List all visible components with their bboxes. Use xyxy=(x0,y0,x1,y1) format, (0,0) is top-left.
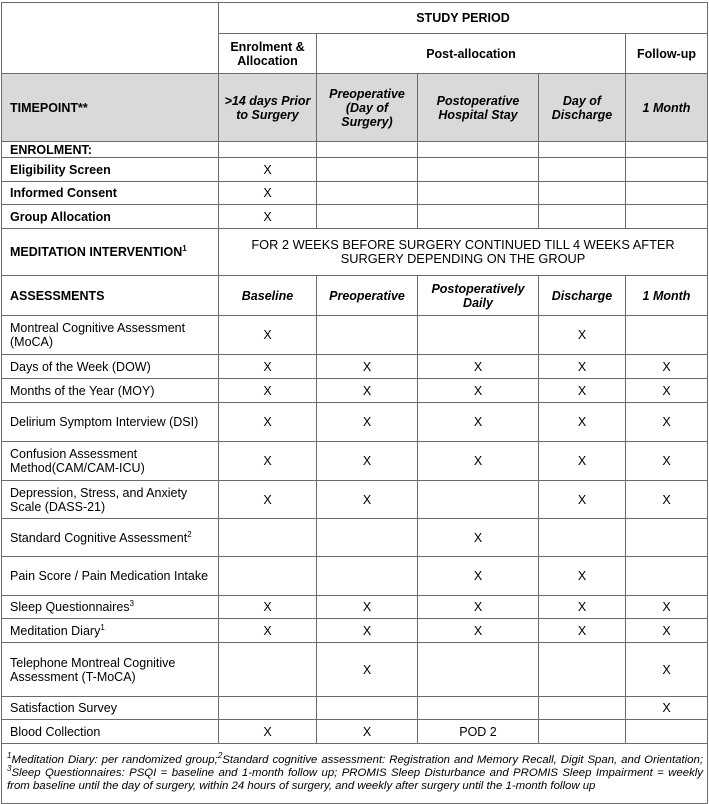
schedule-cell xyxy=(317,519,418,557)
follow-up-header: Follow-up xyxy=(626,34,708,74)
schedule-cell: X xyxy=(626,643,708,697)
assessment-row xyxy=(2,316,708,355)
assessment-column-header: Postoperatively Daily xyxy=(418,276,539,316)
schedule-cell xyxy=(418,158,539,182)
schedule-cell: X xyxy=(219,379,317,403)
schedule-cell: X xyxy=(539,316,626,355)
row-label xyxy=(2,720,219,744)
schedule-cell xyxy=(219,697,317,720)
row-label xyxy=(2,697,219,720)
schedule-cell xyxy=(626,720,708,744)
schedule-cell xyxy=(626,182,708,205)
row-label-text: Depression, Stress, and Anxiety Scale (DASS-21) xyxy=(10,485,188,514)
footnote-superscript: 2 xyxy=(217,751,223,761)
schedule-cell: X xyxy=(219,158,317,182)
row-label xyxy=(2,619,219,643)
row-label-text: Informed Consent xyxy=(10,186,117,200)
row-label-text: Meditation Diary xyxy=(10,623,101,638)
row-label xyxy=(2,158,219,182)
schedule-cell: X xyxy=(418,557,539,596)
schedule-cell xyxy=(539,643,626,697)
schedule-cell xyxy=(539,158,626,182)
schedule-cell xyxy=(539,697,626,720)
row-label xyxy=(2,643,219,697)
schedule-cell xyxy=(317,697,418,720)
schedule-cell xyxy=(219,519,317,557)
spirit-schedule-table xyxy=(1,2,708,804)
row-label xyxy=(2,182,219,205)
schedule-cell: X xyxy=(219,182,317,205)
assessment-row xyxy=(2,697,708,720)
schedule-cell: X xyxy=(626,379,708,403)
timepoint-label: TIMEPOINT** xyxy=(2,74,219,142)
meditation-intervention-label xyxy=(2,229,219,276)
row-label-text: Sleep Questionnaires xyxy=(10,600,130,614)
timepoint-col: >14 days Prior to Surgery xyxy=(219,74,317,142)
schedule-cell: X xyxy=(626,481,708,519)
schedule-cell: X xyxy=(539,557,626,596)
row-label-text: Montreal Cognitive Assessment (MoCA) xyxy=(10,321,186,349)
assessment-column-header: Baseline xyxy=(219,276,317,316)
schedule-cell: X xyxy=(626,403,708,442)
row-label xyxy=(2,403,219,442)
schedule-cell: X xyxy=(418,403,539,442)
schedule-cell xyxy=(626,205,708,229)
schedule-cell xyxy=(418,643,539,697)
schedule-cell: X xyxy=(219,481,317,519)
row-label xyxy=(2,316,219,355)
schedule-cell: X xyxy=(317,442,418,481)
timepoint-col: 1 Month xyxy=(626,74,708,142)
row-label-text: Telephone Montreal Cognitive Assessment (T-MoCA) xyxy=(10,655,176,684)
assessment-column-header: 1 Month xyxy=(626,276,708,316)
schedule-cell: X xyxy=(219,619,317,643)
schedule-cell: X xyxy=(219,442,317,481)
schedule-cell xyxy=(539,205,626,229)
schedule-cell: X xyxy=(418,596,539,619)
timepoint-col: Preoperative (Day of Surgery) xyxy=(317,74,418,142)
assessment-row xyxy=(2,403,708,442)
assessment-row xyxy=(2,596,708,619)
schedule-cell: X xyxy=(418,619,539,643)
schedule-cell xyxy=(317,182,418,205)
row-label-text: Standard Cognitive Assessment xyxy=(10,530,188,545)
schedule-cell: X xyxy=(317,403,418,442)
schedule-cell: X xyxy=(626,442,708,481)
schedule-cell xyxy=(219,643,317,697)
schedule-cell: POD 2 xyxy=(418,720,539,744)
row-label xyxy=(2,557,219,596)
schedule-cell: X xyxy=(626,596,708,619)
row-label xyxy=(2,442,219,481)
assessment-column-header: Preoperative xyxy=(317,276,418,316)
schedule-cell xyxy=(626,557,708,596)
schedule-cell: X xyxy=(317,619,418,643)
schedule-cell xyxy=(626,158,708,182)
assessment-row xyxy=(2,481,708,519)
schedule-cell xyxy=(418,182,539,205)
schedule-cell xyxy=(418,697,539,720)
row-label-superscript: 1 xyxy=(100,622,105,632)
schedule-cell: X xyxy=(219,316,317,355)
row-label-text: Eligibility Screen xyxy=(10,162,111,177)
row-label xyxy=(2,355,219,379)
schedule-cell: X xyxy=(539,481,626,519)
assessment-row xyxy=(2,557,708,596)
assessment-row xyxy=(2,519,708,557)
meditation-intervention-row xyxy=(2,229,708,276)
row-label-superscript: 3 xyxy=(129,598,134,608)
row-label xyxy=(2,379,219,403)
row-label-text: Delirium Symptom Interview (DSI) xyxy=(10,415,199,429)
row-label-text: Blood Collection xyxy=(10,724,101,739)
assessment-row xyxy=(2,355,708,379)
timepoint-col: Day of Discharge xyxy=(539,74,626,142)
footnote-superscript: 3 xyxy=(7,764,12,774)
enrolment-label: ENROLMENT: xyxy=(2,142,219,158)
schedule-cell: X xyxy=(539,596,626,619)
schedule-cell xyxy=(539,519,626,557)
schedule-cell xyxy=(418,316,539,355)
schedule-cell: X xyxy=(219,403,317,442)
assessments-header-row xyxy=(2,276,708,316)
schedule-cell xyxy=(539,182,626,205)
schedule-cell: X xyxy=(219,720,317,744)
row-label-text: Pain Score / Pain Medication Intake xyxy=(10,569,209,583)
meditation-intervention-text: FOR 2 WEEKS BEFORE SURGERY CONTINUED TILL 4 WEEKS AFTER SURGERY DEPENDING ON THE GROUP xyxy=(219,229,708,276)
schedule-cell: X xyxy=(317,720,418,744)
schedule-cell xyxy=(626,316,708,355)
footnote-text: Standard cognitive assessment: Registration and Memory Recall, Digit Span, and Orientation; xyxy=(222,754,703,766)
assessment-column-header: Discharge xyxy=(539,276,626,316)
assessment-row xyxy=(2,379,708,403)
schedule-cell xyxy=(418,205,539,229)
header-corner xyxy=(2,3,219,74)
assessment-row xyxy=(2,619,708,643)
timepoint-col: Postoperative Hospital Stay xyxy=(418,74,539,142)
enrolment-row xyxy=(2,182,708,205)
schedule-cell: X xyxy=(539,379,626,403)
post-allocation-header: Post-allocation xyxy=(317,34,626,74)
schedule-cell: X xyxy=(418,442,539,481)
row-label xyxy=(2,519,219,557)
footnote-row xyxy=(2,744,708,804)
schedule-cell xyxy=(219,557,317,596)
row-label-superscript: 2 xyxy=(187,529,192,539)
schedule-cell: X xyxy=(626,619,708,643)
row-label xyxy=(2,481,219,519)
schedule-cell xyxy=(317,557,418,596)
schedule-cell: X xyxy=(626,697,708,720)
row-label xyxy=(2,205,219,229)
row-label-text: Confusion Assessment Method(CAM/CAM-ICU) xyxy=(10,447,145,475)
schedule-cell: X xyxy=(317,355,418,379)
enrolment-row xyxy=(2,158,708,182)
schedule-cell: X xyxy=(539,619,626,643)
meditation-label-text: MEDITATION INTERVENTION xyxy=(10,245,183,259)
schedule-cell: X xyxy=(418,379,539,403)
meditation-label-superscript: 1 xyxy=(182,243,187,253)
schedule-cell: X xyxy=(539,355,626,379)
schedule-cell xyxy=(539,720,626,744)
schedule-cell xyxy=(626,519,708,557)
row-label-text: Months of the Year (MOY) xyxy=(10,383,155,398)
assessment-row xyxy=(2,720,708,744)
assessment-row xyxy=(2,442,708,481)
row-label-text: Days of the Week (DOW) xyxy=(10,359,151,374)
row-label xyxy=(2,596,219,619)
schedule-cell: X xyxy=(626,355,708,379)
footnote-text: Meditation Diary: per randomized group; xyxy=(11,754,218,766)
assessments-label: ASSESSMENTS xyxy=(2,276,219,316)
schedule-cell: X xyxy=(317,481,418,519)
schedule-cell: X xyxy=(539,442,626,481)
schedule-cell: X xyxy=(219,596,317,619)
schedule-cell: X xyxy=(317,596,418,619)
schedule-cell: X xyxy=(539,403,626,442)
schedule-cell: X xyxy=(317,379,418,403)
schedule-cell xyxy=(317,316,418,355)
schedule-cell: X xyxy=(219,205,317,229)
schedule-cell: X xyxy=(418,355,539,379)
schedule-cell xyxy=(317,158,418,182)
table-footnote xyxy=(2,744,708,804)
schedule-cell: X xyxy=(317,643,418,697)
row-label-text: Satisfaction Survey xyxy=(10,701,117,715)
row-label-text: Group Allocation xyxy=(10,209,111,224)
enrolment-row xyxy=(2,205,708,229)
schedule-cell: X xyxy=(418,519,539,557)
enrolment-allocation-header: Enrolment & Allocation xyxy=(219,34,317,74)
footnote-text: Sleep Questionnaires: PSQI = baseline and 1-month follow up; PROMIS Sleep Disturbance and PROMIS Sleep Impairment = weekly from baseline until the day of surgery, within 24 hours of surgery, and weekly after surgery until the 1-month follow up xyxy=(7,767,703,792)
schedule-cell xyxy=(418,481,539,519)
schedule-cell: X xyxy=(219,355,317,379)
assessment-row xyxy=(2,643,708,697)
study-period-header: STUDY PERIOD xyxy=(219,3,708,34)
footnote-superscript: 1 xyxy=(7,751,12,761)
schedule-cell xyxy=(317,205,418,229)
